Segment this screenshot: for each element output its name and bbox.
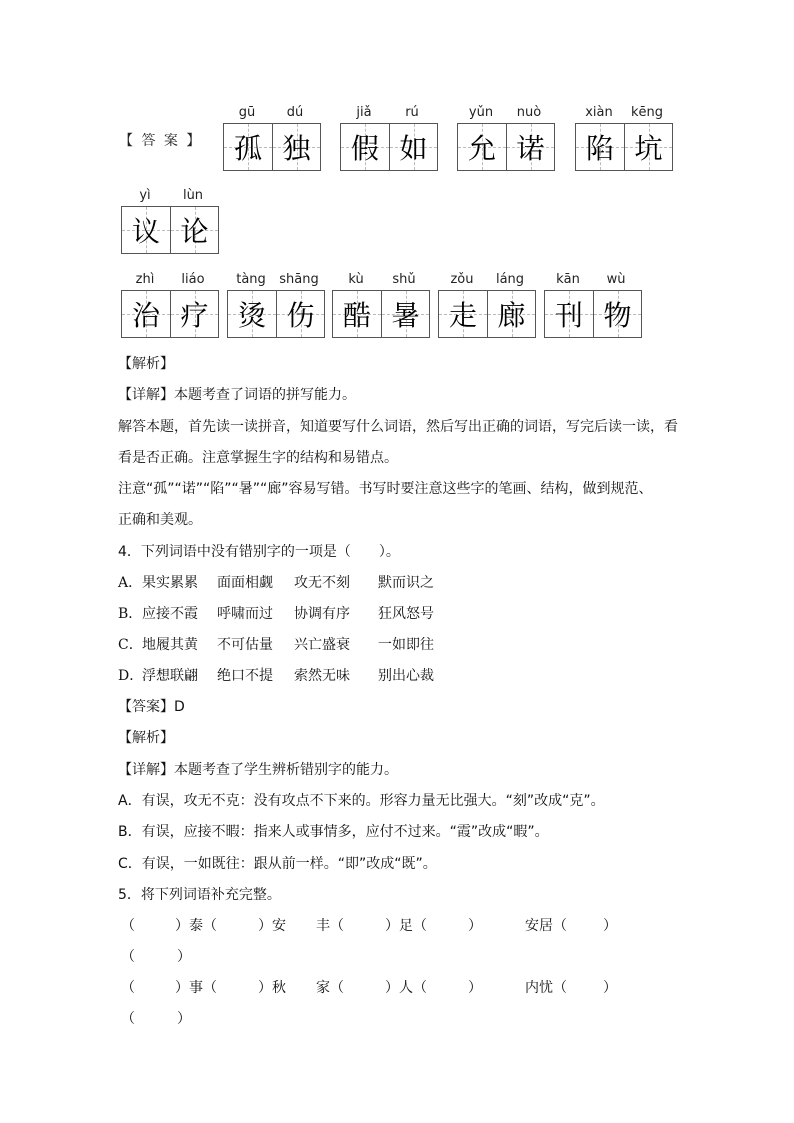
pinyin-label: shāng [279,272,319,287]
pinyin-label: lùn [182,188,204,203]
chinese-character: 走 [448,299,477,332]
chinese-character: 假 [350,132,379,165]
paragraph-2a: 注意“孤”“诺”“陷”“暑”“廊”容易写错。书写时要注意这些字的笔画、结构，做到规范、 [118,481,653,497]
blank-segment: 丰（ [316,918,344,934]
blank-segment: ）秋 [258,980,286,996]
blank-segment: ） [468,980,482,996]
blank-segment: ）安 [258,918,286,934]
option-word: 呼啸而过 [217,606,273,622]
chinese-character: 物 [603,299,632,332]
chinese-character: 廊 [497,299,526,332]
chinese-character: 坑 [634,132,663,165]
chinese-character: 烫 [237,299,266,332]
option-word: 别出心裁 [378,668,434,684]
option-word: 果实累累 [142,575,198,591]
chinese-character: 如 [399,132,428,165]
char-cell [276,291,324,337]
option-label: B． [118,606,143,622]
char-grid [340,123,438,171]
pinyin-label: shǔ [392,272,416,287]
char-cell [170,207,218,253]
analysis-heading-2: 【解析】 [118,730,174,746]
blank-segment: ） [603,980,617,996]
option-word: 面面相觑 [217,575,273,591]
char-cell [545,291,593,337]
char-grid [227,290,325,338]
option-label: D． [118,668,144,684]
chinese-character: 疗 [180,299,209,332]
chinese-character: 独 [282,132,311,165]
chinese-character: 诺 [516,132,545,165]
question-4: 4．下列词语中没有错别字的一项是（ ）。 [118,544,400,560]
option-word: 浮想联翩 [142,668,198,684]
pinyin-label: láng [495,272,525,287]
blank-segment: ）泰（ [175,918,217,934]
chinese-character: 允 [467,132,496,165]
blank-segment: ） [603,918,617,934]
option-word: 绝口不提 [217,668,273,684]
explanation-c: C．有误，一如既往：跟从前一样。“即”改成“既”。 [118,856,437,872]
blank-segment: ）足（ [385,918,427,934]
option-word: 协调有序 [294,606,350,622]
pinyin-label: dú [286,105,304,120]
pinyin-label: yì [139,188,151,203]
char-cell [224,124,272,170]
paragraph-2b: 正确和美观。 [118,512,202,528]
pinyin-label: kān [556,272,580,287]
char-grid [544,290,642,338]
char-cell [624,124,672,170]
paragraph-1a: 解答本题，首先读一读拼音，知道要写什么词语，然后写出正确的词语，写完后读一读，看 [118,419,678,435]
char-grid [223,123,321,171]
chinese-character: 伤 [286,299,315,332]
blank-segment: （ [121,980,135,996]
char-cell [576,124,624,170]
option-word: 地履其黄 [142,637,198,653]
analysis-heading-1: 【解析】 [118,356,174,372]
option-word: 默而识之 [378,575,434,591]
option-word: 一如即往 [378,637,434,653]
blank-continuation: （ ） [121,1011,191,1027]
char-cell [381,291,429,337]
pinyin-label: wù [606,272,626,287]
char-cell [341,124,389,170]
blank-segment: 家（ [316,980,344,996]
pinyin-label: nuò [516,105,542,120]
option-word: 兴亡盛衰 [294,637,350,653]
char-cell [122,291,170,337]
char-cell [439,291,487,337]
pinyin-label: jiǎ [356,105,372,120]
option-word: 索然无味 [294,668,350,684]
option-word: 攻无不刻 [294,575,350,591]
char-cell [333,291,381,337]
pinyin-label: yǔn [468,105,494,120]
chinese-character: 陷 [585,132,614,165]
detail-line-1: 【详解】本题考查了词语的拼写能力。 [118,387,356,403]
option-label: C． [118,637,143,653]
chinese-character: 议 [131,215,160,248]
pinyin-label: kù [348,272,364,287]
option-word: 不可估量 [217,637,273,653]
chinese-character: 暑 [391,299,420,332]
char-cell [487,291,535,337]
chinese-character: 论 [180,215,209,248]
answer-label: 【 答 案 】 [119,133,203,149]
char-cell [272,124,320,170]
char-grid [332,290,430,338]
char-cell [122,207,170,253]
char-grid [457,123,555,171]
chinese-character: 治 [131,299,160,332]
pinyin-label: xiàn [585,105,613,120]
blank-segment: ）事（ [175,980,217,996]
chinese-character: 刊 [554,299,583,332]
paragraph-1b: 看是否正确。注意掌握生字的结构和易错点。 [118,450,398,466]
option-label: A． [118,575,143,591]
blank-segment: 安居（ [525,918,567,934]
pinyin-label: kēng [630,105,664,120]
question-5: 5．将下列词语补充完整。 [118,887,281,903]
char-grid [121,290,219,338]
char-grid [121,206,219,254]
blank-segment: （ [121,918,135,934]
char-grid [575,123,673,171]
option-word: 狂风怒号 [378,606,434,622]
answer-4: 【答案】D [118,699,185,715]
blank-continuation: （ ） [121,949,191,965]
blank-segment: ） [468,918,482,934]
blank-segment: 内忧（ [525,980,567,996]
pinyin-label: zhì [135,272,155,287]
char-cell [593,291,641,337]
pinyin-label: tàng [236,272,266,287]
char-cell [458,124,506,170]
chinese-character: 酷 [342,299,371,332]
char-cell [506,124,554,170]
pinyin-label: liáo [181,272,205,287]
char-cell [228,291,276,337]
char-cell [389,124,437,170]
pinyin-label: rú [405,105,419,120]
explanation-b: B．有误，应接不暇：指来人或事情多，应付不过来。“霞”改成“暇”。 [118,824,549,840]
blank-segment: ）人（ [385,980,427,996]
pinyin-label: zǒu [450,272,474,287]
char-cell [170,291,218,337]
option-word: 应接不霞 [142,606,198,622]
pinyin-label: gū [238,105,256,120]
explanation-a: A．有误，攻无不克：没有攻点不下来的。形容力量无比强大。“刻”改成“克”。 [118,793,605,809]
char-grid [438,290,536,338]
chinese-character: 孤 [233,132,262,165]
detail-line-2: 【详解】本题考查了学生辨析错别字的能力。 [118,762,398,778]
